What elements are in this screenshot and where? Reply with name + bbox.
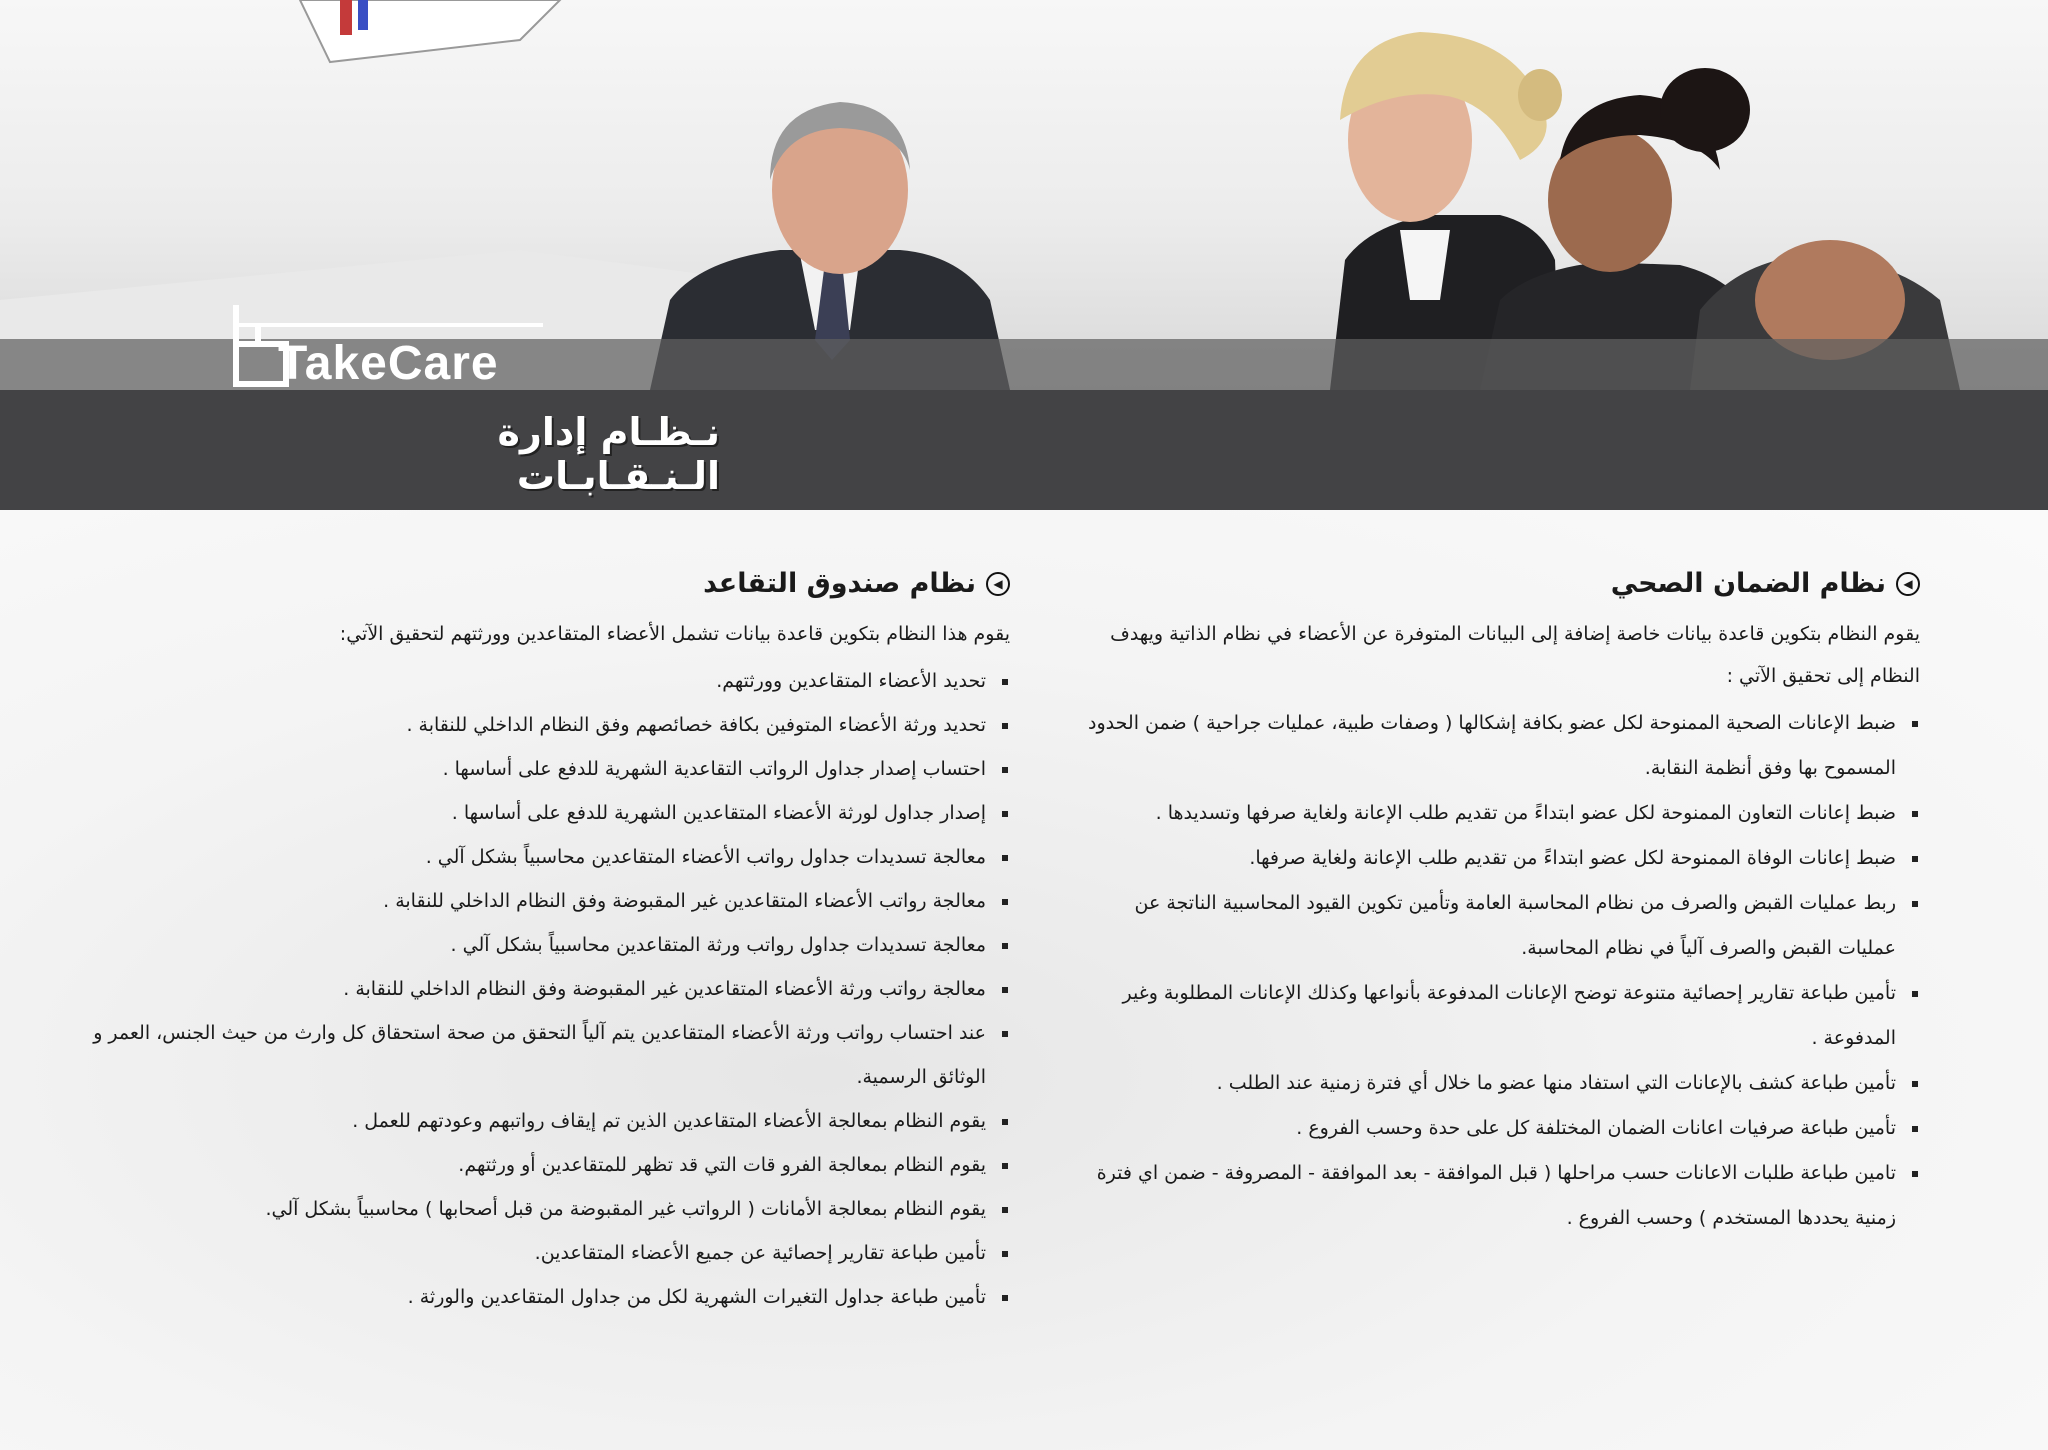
section-title: نظام الضمان الصحي bbox=[1610, 568, 1886, 599]
retirement-items-list bbox=[78, 659, 1010, 1319]
circle-arrow-icon: ◀ bbox=[986, 572, 1010, 596]
retirement-fund-section bbox=[78, 568, 1010, 1319]
health-items-list bbox=[1080, 701, 1920, 1241]
list-item: معالجة تسديدات جداول رواتب ورثة المتقاعدين محاسبياً بشكل آلي . bbox=[78, 923, 1010, 967]
list-item: معالجة تسديدات جداول رواتب الأعضاء المتقاعدين محاسبياً بشكل آلي . bbox=[78, 835, 1010, 879]
section-intro: يقوم النظام بتكوين قاعدة بيانات خاصة إضافة إلى البيانات المتوفرة عن الأعضاء في نظام الذاتية ويهدف النظام إلى تحقيق الآتي : bbox=[1110, 623, 1920, 687]
list-item: عند احتساب رواتب ورثة الأعضاء المتقاعدين يتم آلياً التحقق من صحة استحقاق كل وارث من حيث الجنس، العمر و الوثائق الرسمية. bbox=[78, 1011, 1010, 1099]
list-item: احتساب إصدار جداول الرواتب التقاعدية الشهرية للدفع على أساسها . bbox=[78, 747, 1010, 791]
brand-name: TakeCare bbox=[278, 337, 499, 390]
section-heading bbox=[1080, 568, 1920, 599]
list-item: يقوم النظام بمعالجة الأعضاء المتقاعدين الذين تم إيقاف رواتبهم وعودتهم للعمل . bbox=[78, 1099, 1010, 1143]
section-intro: يقوم هذا النظام بتكوين قاعدة بيانات تشمل الأعضاء المتقاعدين وورثتهم لتحقيق الآتي: bbox=[339, 623, 1010, 645]
list-item: تأمين طباعة كشف بالإعانات التي استفاد منها عضو ما خلال أي فترة زمنية عند الطلب . bbox=[1080, 1061, 1920, 1106]
list-item: تحديد الأعضاء المتقاعدين وورثتهم. bbox=[78, 659, 1010, 703]
section-heading bbox=[78, 568, 1010, 599]
list-item: معالجة رواتب ورثة الأعضاء المتقاعدين غير المقبوضة وفق النظام الداخلي للنقابة . bbox=[78, 967, 1010, 1011]
list-item: تامين طباعة طلبات الاعانات حسب مراحلها ( قبل الموافقة - بعد الموافقة - المصروفة - ضمن اي فترة زمنية يحددها المستخدم ) وحسب الفروع . bbox=[1080, 1151, 1920, 1241]
list-item: معالجة رواتب الأعضاء المتقاعدين غير المقبوضة وفق النظام الداخلي للنقابة . bbox=[78, 879, 1010, 923]
list-item: تحديد ورثة الأعضاء المتوفين بكافة خصائصهم وفق النظام الداخلي للنقابة . bbox=[78, 703, 1010, 747]
health-insurance-section bbox=[1080, 568, 1920, 1241]
list-item: تأمين طباعة صرفيات اعانات الضمان المختلفة كل على حدة وحسب الفروع . bbox=[1080, 1106, 1920, 1151]
list-item: ضبط إعانات الوفاة الممنوحة لكل عضو ابتداءً من تقديم طلب الإعانة ولغاية صرفها. bbox=[1080, 836, 1920, 881]
list-item: يقوم النظام بمعالجة الأمانات ( الرواتب غير المقبوضة من قبل أصحابها ) محاسبياً بشكل آلي. bbox=[78, 1187, 1010, 1231]
list-item: يقوم النظام بمعالجة الفرو قات التي قد تظهر للمتقاعدين أو ورثتهم. bbox=[78, 1143, 1010, 1187]
section-title: نظام صندوق التقاعد bbox=[703, 568, 976, 599]
list-item: ضبط إعانات التعاون الممنوحة لكل عضو ابتداءً من تقديم طلب الإعانة ولغاية صرفها وتسديدها . bbox=[1080, 791, 1920, 836]
system-title: نـظـام إدارة الـنـقـابـات bbox=[497, 410, 720, 498]
list-item: ربط عمليات القبض والصرف من نظام المحاسبة العامة وتأمين تكوين القيود المحاسبية الناتجة عن عمليات القبض والصرف آلياً في نظام المحاسبة. bbox=[1080, 881, 1920, 971]
title-band bbox=[0, 390, 2048, 510]
list-item: تأمين طباعة جداول التغيرات الشهرية لكل من جداول المتقاعدين والورثة . bbox=[78, 1275, 1010, 1319]
list-item: ضبط الإعانات الصحية الممنوحة لكل عضو بكافة إشكالها ( وصفات طبية، عمليات جراحية ) ضمن الحدود المسموح بها وفق أنظمة النقابة. bbox=[1080, 701, 1920, 791]
circle-arrow-icon: ◀ bbox=[1896, 572, 1920, 596]
list-item: تأمين طباعة تقارير إحصائية عن جميع الأعضاء المتقاعدين. bbox=[78, 1231, 1010, 1275]
list-item: تأمين طباعة تقارير إحصائية متنوعة توضح الإعانات المدفوعة بأنواعها وكذلك الإعانات المطلوبة وغير المدفوعة . bbox=[1080, 971, 1920, 1061]
list-item: إصدار جداول لورثة الأعضاء المتقاعدين الشهرية للدفع على أساسها . bbox=[78, 791, 1010, 835]
